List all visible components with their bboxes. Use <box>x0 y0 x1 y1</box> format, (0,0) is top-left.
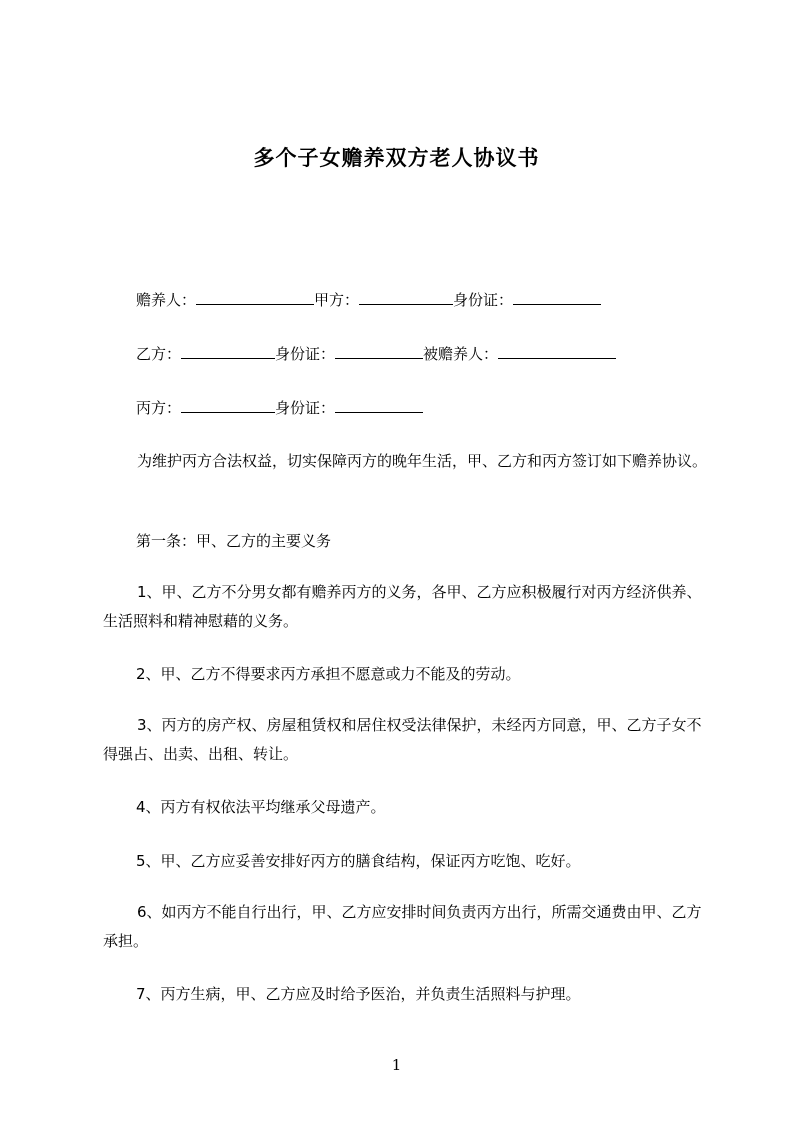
field-row-1 <box>136 290 601 310</box>
clause-1: 1、甲、乙方不分男女都有赡养丙方的义务，各甲、乙方应积极履行对丙方经济供养、生活照料和精神慰藉的义务。 <box>103 583 702 630</box>
party-b-label: 乙方： <box>136 345 182 363</box>
supported-person-blank[interactable] <box>498 344 616 359</box>
supported-person-label: 被赡养人： <box>423 345 499 363</box>
field-row-2 <box>136 344 616 364</box>
party-a-label: 甲方： <box>314 291 360 309</box>
party-b-blank[interactable] <box>181 344 275 359</box>
page-title: 多个子女赡养双方老人协议书 <box>253 146 540 170</box>
field-row-3 <box>136 398 423 418</box>
intro-paragraph: 为维护丙方合法权益，切实保障丙方的晚年生活，甲、乙方和丙方签订如下赡养协议。 <box>137 452 708 470</box>
page-number: 1 <box>391 1056 402 1074</box>
party-b-id-blank[interactable] <box>335 344 423 359</box>
support-person-blank[interactable] <box>196 290 314 305</box>
clause-5: 5、甲、乙方应妥善安排好丙方的膳食结构，保证丙方吃饱、吃好。 <box>136 852 581 870</box>
support-person-label: 赡养人： <box>136 291 197 309</box>
clause-4: 4、丙方有权依法平均继承父母遗产。 <box>136 798 386 816</box>
party-c-id-label: 身份证： <box>275 399 336 417</box>
clause-2: 2、甲、乙方不得要求丙方承担不愿意或力不能及的劳动。 <box>136 665 521 683</box>
party-c-blank[interactable] <box>181 398 275 413</box>
party-b-id-label: 身份证： <box>275 345 336 363</box>
article-1-heading: 第一条：甲、乙方的主要义务 <box>136 532 332 550</box>
party-c-id-blank[interactable] <box>335 398 423 413</box>
party-c-label: 丙方： <box>136 399 182 417</box>
party-a-blank[interactable] <box>359 290 453 305</box>
clause-3: 3、丙方的房产权、房屋租赁权和居住权受法律保护，未经丙方同意，甲、乙方子女不得强占、出卖、出租、转让。 <box>103 716 702 763</box>
clause-6: 6、如丙方不能自行出行，甲、乙方应安排时间负责丙方出行，所需交通费由甲、乙方承担。 <box>103 903 702 950</box>
party-a-id-blank[interactable] <box>513 290 601 305</box>
clause-7: 7、丙方生病，甲、乙方应及时给予医治，并负责生活照料与护理。 <box>136 985 581 1003</box>
party-a-id-label: 身份证： <box>453 291 514 309</box>
